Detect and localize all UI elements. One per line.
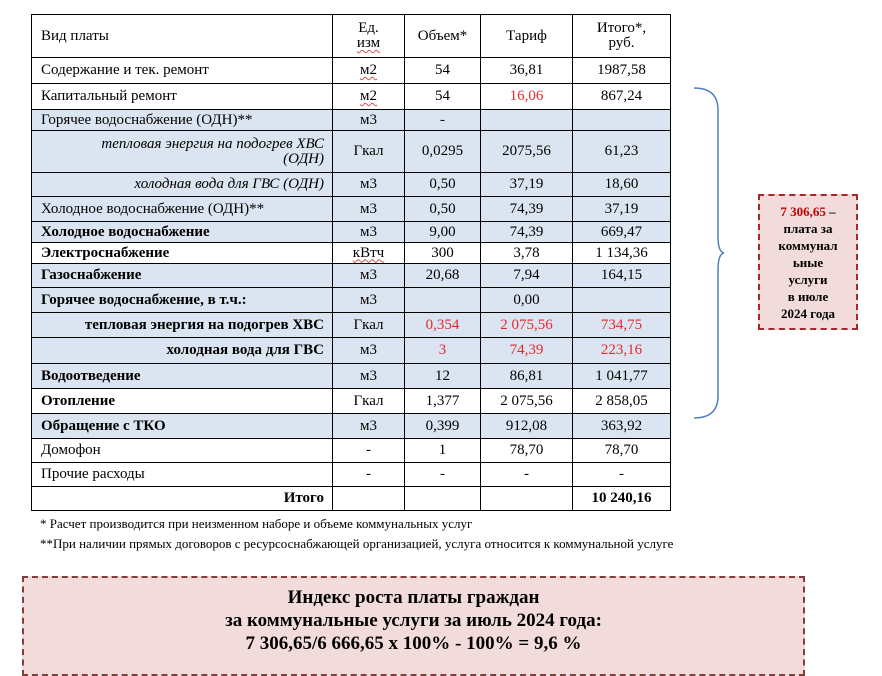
table-row: Холодное водоснабжение м3 9,00 74,39 669,47 — [32, 222, 671, 243]
index-subtitle: за коммунальные услуги за июль 2024 года: — [225, 610, 602, 631]
table-row: Электроснабжение кВтч 300 3,78 1 134,36 — [32, 243, 671, 264]
header-name: Вид платы — [32, 15, 333, 58]
table-row: холодная вода для ГВС (ОДН) м3 0,50 37,19 18,60 — [32, 173, 671, 197]
summary-amount: 7 306,65 — [780, 204, 826, 219]
monthly-payment-summary: 7 306,65 – плата за коммунал ьные услуги в июле 2024 года — [758, 194, 858, 330]
table-row: Холодное водоснабжение (ОДН)** м3 0,50 74,39 37,19 — [32, 197, 671, 222]
table-row: Газоснабжение м3 20,68 7,94 164,15 — [32, 264, 671, 288]
table-row: Прочие расходы - - - - — [32, 463, 671, 487]
table-header-row — [32, 15, 671, 58]
total-label: Итого — [32, 487, 333, 511]
table-row: тепловая энергия на подогрев ХВС Гкал 0,354 2 075,56 734,75 — [32, 313, 671, 338]
table-row: Содержание и тек. ремонт м2 54 36,81 1987,58 — [32, 58, 671, 84]
table-row: Водоотведение м3 12 86,81 1 041,77 — [32, 364, 671, 389]
index-title: Индекс роста платы граждан — [287, 587, 540, 608]
utility-fee-table — [31, 14, 671, 511]
table-row: Горячее водоснабжение (ОДН)** м3 - — [32, 110, 671, 131]
table-row: Обращение с ТКО м3 0,399 912,08 363,92 — [32, 414, 671, 439]
header-total: Итого*, руб. — [573, 15, 671, 58]
header-tariff: Тариф — [481, 15, 573, 58]
index-formula: 7 306,65/6 666,65 х 100% - 100% = 9,6 % — [245, 633, 582, 654]
curly-brace-icon — [692, 86, 726, 420]
table-row: холодная вода для ГВС м3 3 74,39 223,16 — [32, 338, 671, 364]
table-row: тепловая энергия на подогрев ХВС (ОДН) Гкал 0,0295 2075,56 61,23 — [32, 131, 671, 173]
header-volume: Объем* — [405, 15, 481, 58]
footnote-2: **При наличии прямых договоров с ресурсоснабжающей организацией, услуга относится к коммунальной услуге — [40, 536, 674, 551]
growth-index-box — [22, 576, 805, 676]
table-row: Капитальный ремонт м2 54 16,06 867,24 — [32, 84, 671, 110]
table-row: Отопление Гкал 1,377 2 075,56 2 858,05 — [32, 389, 671, 414]
total-value: 10 240,16 — [573, 487, 671, 511]
table-total-row — [32, 487, 671, 511]
table-row: Домофон - 1 78,70 78,70 — [32, 439, 671, 463]
footnote-1: * Расчет производится при неизменном наборе и объеме коммунальных услуг — [40, 516, 473, 531]
header-unit: Ед. изм — [333, 15, 405, 58]
table-row: Горячее водоснабжение, в т.ч.: м3 0,00 — [32, 288, 671, 313]
footnotes — [40, 514, 673, 554]
